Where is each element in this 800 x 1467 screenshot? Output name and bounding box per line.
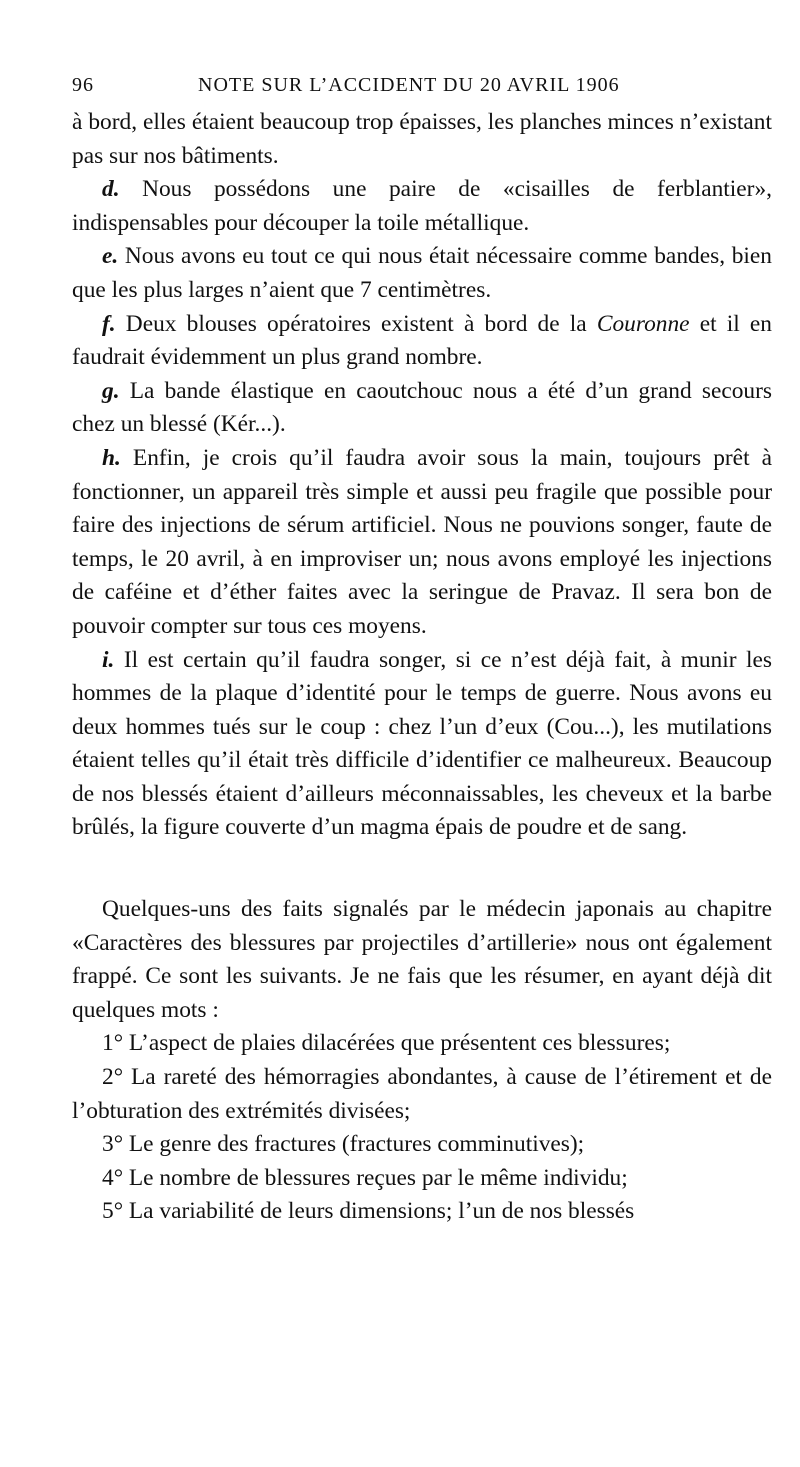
paragraph-text: à bord, elles étaient beaucoup trop épaisses, les planches minces n’existant pas sur nos bâtiments.: [72, 109, 772, 169]
numbered-item-2: 2° La rareté des hémorragies abondantes, à cause de l’étirement et de l’obturation des extrémités divisées;: [72, 1064, 772, 1124]
paragraph-continued: [72, 106, 772, 173]
ship-name: Couronne: [596, 310, 690, 337]
item-marker: i.: [102, 646, 115, 673]
list-item-e: [72, 240, 772, 307]
numbered-item-3: 3° Le genre des fractures (fractures comminutives);: [102, 1131, 585, 1158]
list-item-d: [72, 173, 772, 240]
running-title: NOTE SUR L’ACCIDENT DU 20 AVRIL 1906: [198, 74, 620, 96]
item-marker: g.: [102, 377, 120, 404]
numbered-item-4: 4° Le nombre de blessures reçues par le même individu;: [102, 1164, 628, 1191]
list-item-h: [72, 442, 772, 644]
item-marker: e.: [102, 243, 119, 270]
item-text: Enfin, je crois qu’il faudra avoir sous la main, toujours prêt à fonctionner, un appareil très simple et aussi peu fragile que possible pour faire des injections de sérum artificiel. Nous ne pouvions songer, faute de temps, le 20 avril, à en improviser un; nous avons employé les injections de caféine et d’éther faites avec la seringue de Pravaz. Il sera bon de pouvoir compter sur tous ces moyens.: [72, 444, 772, 639]
item-marker: d.: [102, 176, 120, 203]
item-text: Nous avons eu tout ce qui nous était nécessaire comme bandes, bien que les plus larges n’aient que 7 centimètres.: [72, 243, 772, 303]
item-marker: h.: [102, 444, 121, 471]
section-intro-paragraph: Quelques-uns des faits signalés par le médecin japonais au chapitre «Caractères des blessures par projectiles d’artillerie» nous ont également frappé. Ce sont les suivants. Je ne fais que les résumer, en ayant déjà dit quelques mots :: [72, 896, 772, 1023]
list-item-g: [72, 375, 772, 442]
body-text: [72, 106, 772, 1229]
numbered-item-1: 1° L’aspect de plaies dilacérées que présentent ces blessures;: [102, 1030, 671, 1057]
item-text-after: et il en faudrait évidemment un plus grand nombre.: [72, 310, 772, 371]
section-gap: [72, 845, 772, 893]
list-item-f: [72, 308, 772, 375]
numbered-item-5: 5° La variabilité de leurs dimensions; l’un de nos blessés: [102, 1198, 635, 1225]
page-number: 96: [72, 74, 94, 96]
item-text: Nous possédons une paire de «cisailles de ferblantier», indispensables pour découper la toile métallique.: [72, 176, 772, 236]
item-text: La bande élastique en caoutchouc nous a été d’un grand secours chez un blessé (Kér...).: [72, 377, 772, 438]
list-item-i: [72, 644, 772, 846]
item-marker: f.: [102, 310, 116, 337]
item-text: Deux blouses opératoires existent à bord de la: [115, 310, 597, 337]
page-header: [72, 72, 772, 106]
item-text: Il est certain qu’il faudra songer, si ce n’est déjà fait, à munir les hommes de la plaque d’identité pour le temps de guerre. Nous avons eu deux hommes tués sur le coup : chez l’un d’eux (Cou...), les mutilations étaient telles qu’il était très difficile d’identifier ce malheureux. Beaucoup de nos blessés étaient d’ailleurs méconnaissables, les cheveux et la barbe brûlés, la figure couverte d’un magma épais de poudre et de sang.: [72, 646, 772, 841]
